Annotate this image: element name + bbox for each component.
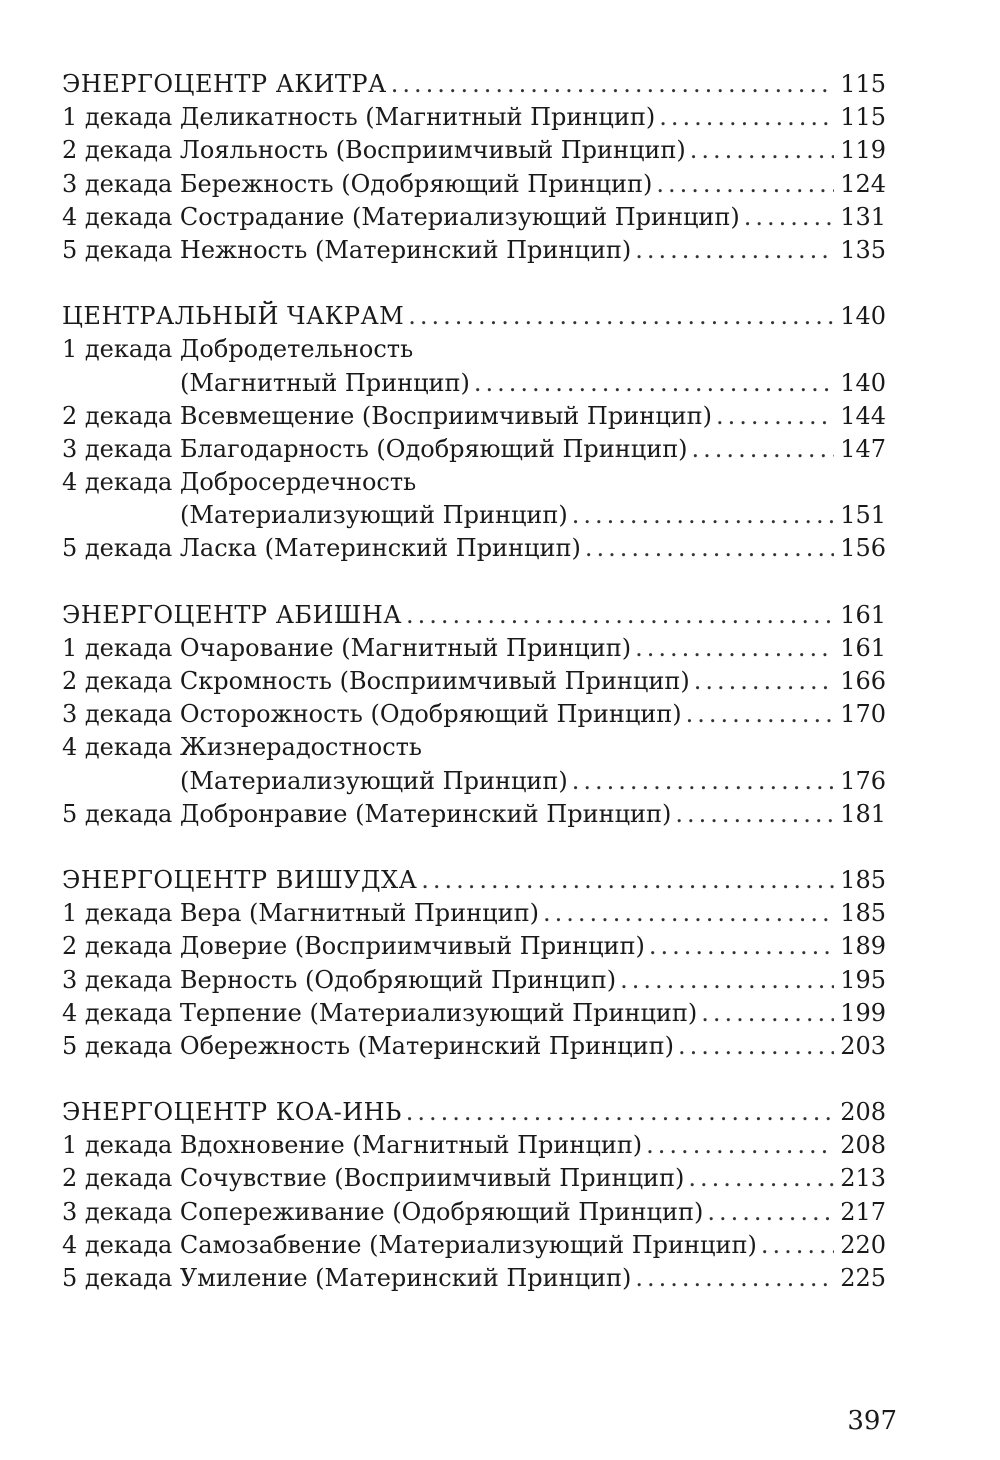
toc-entry-continuation[interactable] xyxy=(62,367,886,400)
toc-entry-title: 2 декада Сочувствие (Восприимчивый Принцип) xyxy=(62,1164,685,1193)
toc-section-heading[interactable] xyxy=(62,864,886,897)
toc-entry[interactable] xyxy=(62,1129,886,1162)
toc-section xyxy=(62,599,886,831)
toc-entry-title: (Материализующий Принцип) xyxy=(180,766,568,795)
toc-entry-title: 4 декада Добросердечность xyxy=(62,468,417,497)
toc-entry-title: 2 декада Лояльность (Восприимчивый Принцип) xyxy=(62,136,686,165)
toc-page-number: 225 xyxy=(840,1264,886,1292)
toc-entry-title: ЭНЕРГОЦЕНТР ВИШУДХА xyxy=(62,865,418,894)
toc-entry[interactable] xyxy=(62,433,886,466)
toc-entry-title: 2 декада Всевмещение (Восприимчивый Принцип) xyxy=(62,401,712,430)
toc-page-number: 213 xyxy=(840,1164,886,1193)
dot-leader xyxy=(656,168,834,201)
toc-entry[interactable] xyxy=(62,632,886,665)
toc-page-number: 170 xyxy=(840,700,886,729)
dot-leader xyxy=(543,897,834,930)
toc-entry-title: ЭНЕРГОЦЕНТР АБИШНА xyxy=(62,600,402,629)
dot-leader xyxy=(649,930,834,963)
toc-page-number: 217 xyxy=(840,1197,886,1226)
dot-leader xyxy=(635,234,834,267)
dot-leader xyxy=(474,367,834,400)
toc-entry[interactable] xyxy=(62,400,886,433)
toc-entry-title: 2 декада Скромность (Восприимчивый Принцип) xyxy=(62,667,690,695)
toc-entry[interactable] xyxy=(62,698,886,731)
toc-entry-title: 5 декада Обережность (Материнский Принцип) xyxy=(62,1031,674,1060)
toc-entry[interactable] xyxy=(62,466,886,499)
dot-leader xyxy=(686,698,835,731)
toc-page-number: 195 xyxy=(840,965,886,994)
toc-entry[interactable] xyxy=(62,798,886,831)
toc-entry[interactable] xyxy=(62,997,886,1030)
toc-page-number: 199 xyxy=(840,998,886,1027)
toc-entry[interactable] xyxy=(62,101,886,134)
dot-leader xyxy=(688,1162,834,1195)
toc-page-number: 203 xyxy=(840,1031,886,1060)
toc-entry-title: 3 декада Верность (Одобряющий Принцип) xyxy=(62,965,617,994)
dot-leader xyxy=(659,101,834,134)
toc-entry-title: 1 декада Очарование (Магнитный Принцип) xyxy=(62,633,632,662)
dot-leader xyxy=(408,300,834,333)
toc-page-number: 189 xyxy=(840,932,886,961)
toc-page-number: 156 xyxy=(840,534,886,563)
page-number: 397 xyxy=(847,1406,897,1436)
dot-leader xyxy=(701,997,834,1030)
toc-entry[interactable] xyxy=(62,897,886,930)
toc-page-number: 161 xyxy=(840,633,886,662)
toc-page-number: 124 xyxy=(840,169,886,198)
toc-entry[interactable] xyxy=(62,168,886,201)
toc-page-number: 181 xyxy=(840,799,886,828)
toc-page-number: 135 xyxy=(840,235,886,264)
toc-page-number: 166 xyxy=(840,667,886,695)
toc-page-number: 161 xyxy=(840,600,886,629)
toc-entry[interactable] xyxy=(62,1196,886,1229)
toc-section-heading[interactable] xyxy=(62,300,886,333)
dot-leader xyxy=(761,1229,834,1262)
dot-leader xyxy=(572,765,834,798)
toc-entry-title: 4 декада Терпение (Материализующий Принцип) xyxy=(62,998,698,1027)
toc-page-number: 115 xyxy=(840,70,886,98)
toc-entry[interactable] xyxy=(62,1030,886,1063)
toc-section xyxy=(62,864,886,1063)
toc-entry[interactable] xyxy=(62,930,886,963)
toc-page-number: 119 xyxy=(840,136,886,165)
toc-section xyxy=(62,68,886,267)
toc-entry-title: 3 декада Сопереживание (Одобряющий Принцип) xyxy=(62,1197,704,1226)
toc-entry-title: 2 декада Доверие (Восприимчивый Принцип) xyxy=(62,932,645,961)
toc-entry-title: 3 декада Бережность (Одобряющий Принцип) xyxy=(62,169,653,198)
toc-entry[interactable] xyxy=(62,1262,886,1295)
toc-entry-title: 5 декада Ласка (Материнский Принцип) xyxy=(62,534,581,563)
toc-section xyxy=(62,1096,886,1295)
toc-page-number: 131 xyxy=(840,202,886,231)
toc-entry[interactable] xyxy=(62,532,886,565)
dot-leader xyxy=(635,1262,834,1295)
toc-entry-title: 4 декада Самозабвение (Материализующий Принцип) xyxy=(62,1230,757,1259)
toc-entry[interactable] xyxy=(62,1229,886,1262)
toc-page-number: 140 xyxy=(840,368,886,397)
dot-leader xyxy=(635,632,834,665)
toc-entry-title: ЭНЕРГОЦЕНТР КОА-ИНЬ xyxy=(62,1098,402,1127)
dot-leader xyxy=(692,433,835,466)
toc-entry[interactable] xyxy=(62,333,886,366)
toc-entry-title: 5 декада Нежность (Материнский Принцип) xyxy=(62,235,632,264)
toc-section-heading[interactable] xyxy=(62,68,886,101)
dot-leader xyxy=(646,1129,834,1162)
toc-entry-title: 1 декада Деликатность (Магнитный Принцип) xyxy=(62,103,656,132)
toc-page-number: 115 xyxy=(840,103,886,132)
toc-page-number: 185 xyxy=(840,865,886,894)
toc-page-number: 140 xyxy=(840,302,886,331)
toc-entry-title: 1 декада Добродетельность xyxy=(62,335,414,364)
toc-page-number: 176 xyxy=(840,766,886,795)
dot-leader xyxy=(716,400,834,433)
toc-entry-title: ЦЕНТРАЛЬНЫЙ ЧАКРАМ xyxy=(62,302,405,331)
dot-leader xyxy=(406,599,834,632)
toc-entry-title: 3 декада Осторожность (Одобряющий Принцип) xyxy=(62,700,682,729)
toc-entry-title: 1 декада Вдохновение (Магнитный Принцип) xyxy=(62,1131,643,1160)
toc-page-number: 220 xyxy=(840,1230,886,1259)
toc-entry-title: 4 декада Сострадание (Материализующий Принцип) xyxy=(62,202,740,231)
toc-entry[interactable] xyxy=(62,234,886,267)
dot-leader xyxy=(744,201,834,234)
toc-section-heading[interactable] xyxy=(62,599,886,632)
dot-leader xyxy=(572,499,834,532)
toc-entry[interactable] xyxy=(62,134,886,167)
toc-entry[interactable] xyxy=(62,201,886,234)
dot-leader xyxy=(690,134,834,167)
toc-entry-title: 5 декада Умиление (Материнский Принцип) xyxy=(62,1264,632,1292)
dot-leader xyxy=(675,798,834,831)
toc-entry-title: ЭНЕРГОЦЕНТР АКИТРА xyxy=(62,70,387,98)
toc-section-heading[interactable] xyxy=(62,1096,886,1129)
toc-entry[interactable] xyxy=(62,665,886,698)
dot-leader xyxy=(421,864,834,897)
dot-leader xyxy=(406,1096,834,1129)
dot-leader xyxy=(620,964,834,997)
toc-entry-title: (Магнитный Принцип) xyxy=(180,368,470,397)
dot-leader xyxy=(585,532,834,565)
toc-entry-continuation[interactable] xyxy=(62,765,886,798)
toc-page-number: 144 xyxy=(840,401,886,430)
toc-page-number: 208 xyxy=(840,1131,886,1160)
dot-leader xyxy=(707,1196,834,1229)
toc-entry-title: 1 декада Вера (Магнитный Принцип) xyxy=(62,899,539,928)
toc-page-number: 151 xyxy=(840,501,886,530)
toc-entry-continuation[interactable] xyxy=(62,499,886,532)
toc-entry-title: 5 декада Добронравие (Материнский Принцип) xyxy=(62,799,672,828)
dot-leader xyxy=(678,1030,834,1063)
toc-page-number: 147 xyxy=(840,434,886,463)
toc-entry-title: 4 декада Жизнерадостность xyxy=(62,733,422,762)
toc-entry-title: 3 декада Благодарность (Одобряющий Принцип) xyxy=(62,434,688,463)
toc-section xyxy=(62,300,886,566)
toc-page-number: 185 xyxy=(840,899,886,928)
table-of-contents xyxy=(62,68,886,1328)
dot-leader xyxy=(694,665,834,698)
toc-entry-title: (Материализующий Принцип) xyxy=(180,501,568,530)
toc-entry[interactable] xyxy=(62,1162,886,1195)
toc-entry[interactable] xyxy=(62,731,886,764)
toc-entry[interactable] xyxy=(62,964,886,997)
dot-leader xyxy=(391,68,834,101)
toc-page-number: 208 xyxy=(840,1098,886,1127)
